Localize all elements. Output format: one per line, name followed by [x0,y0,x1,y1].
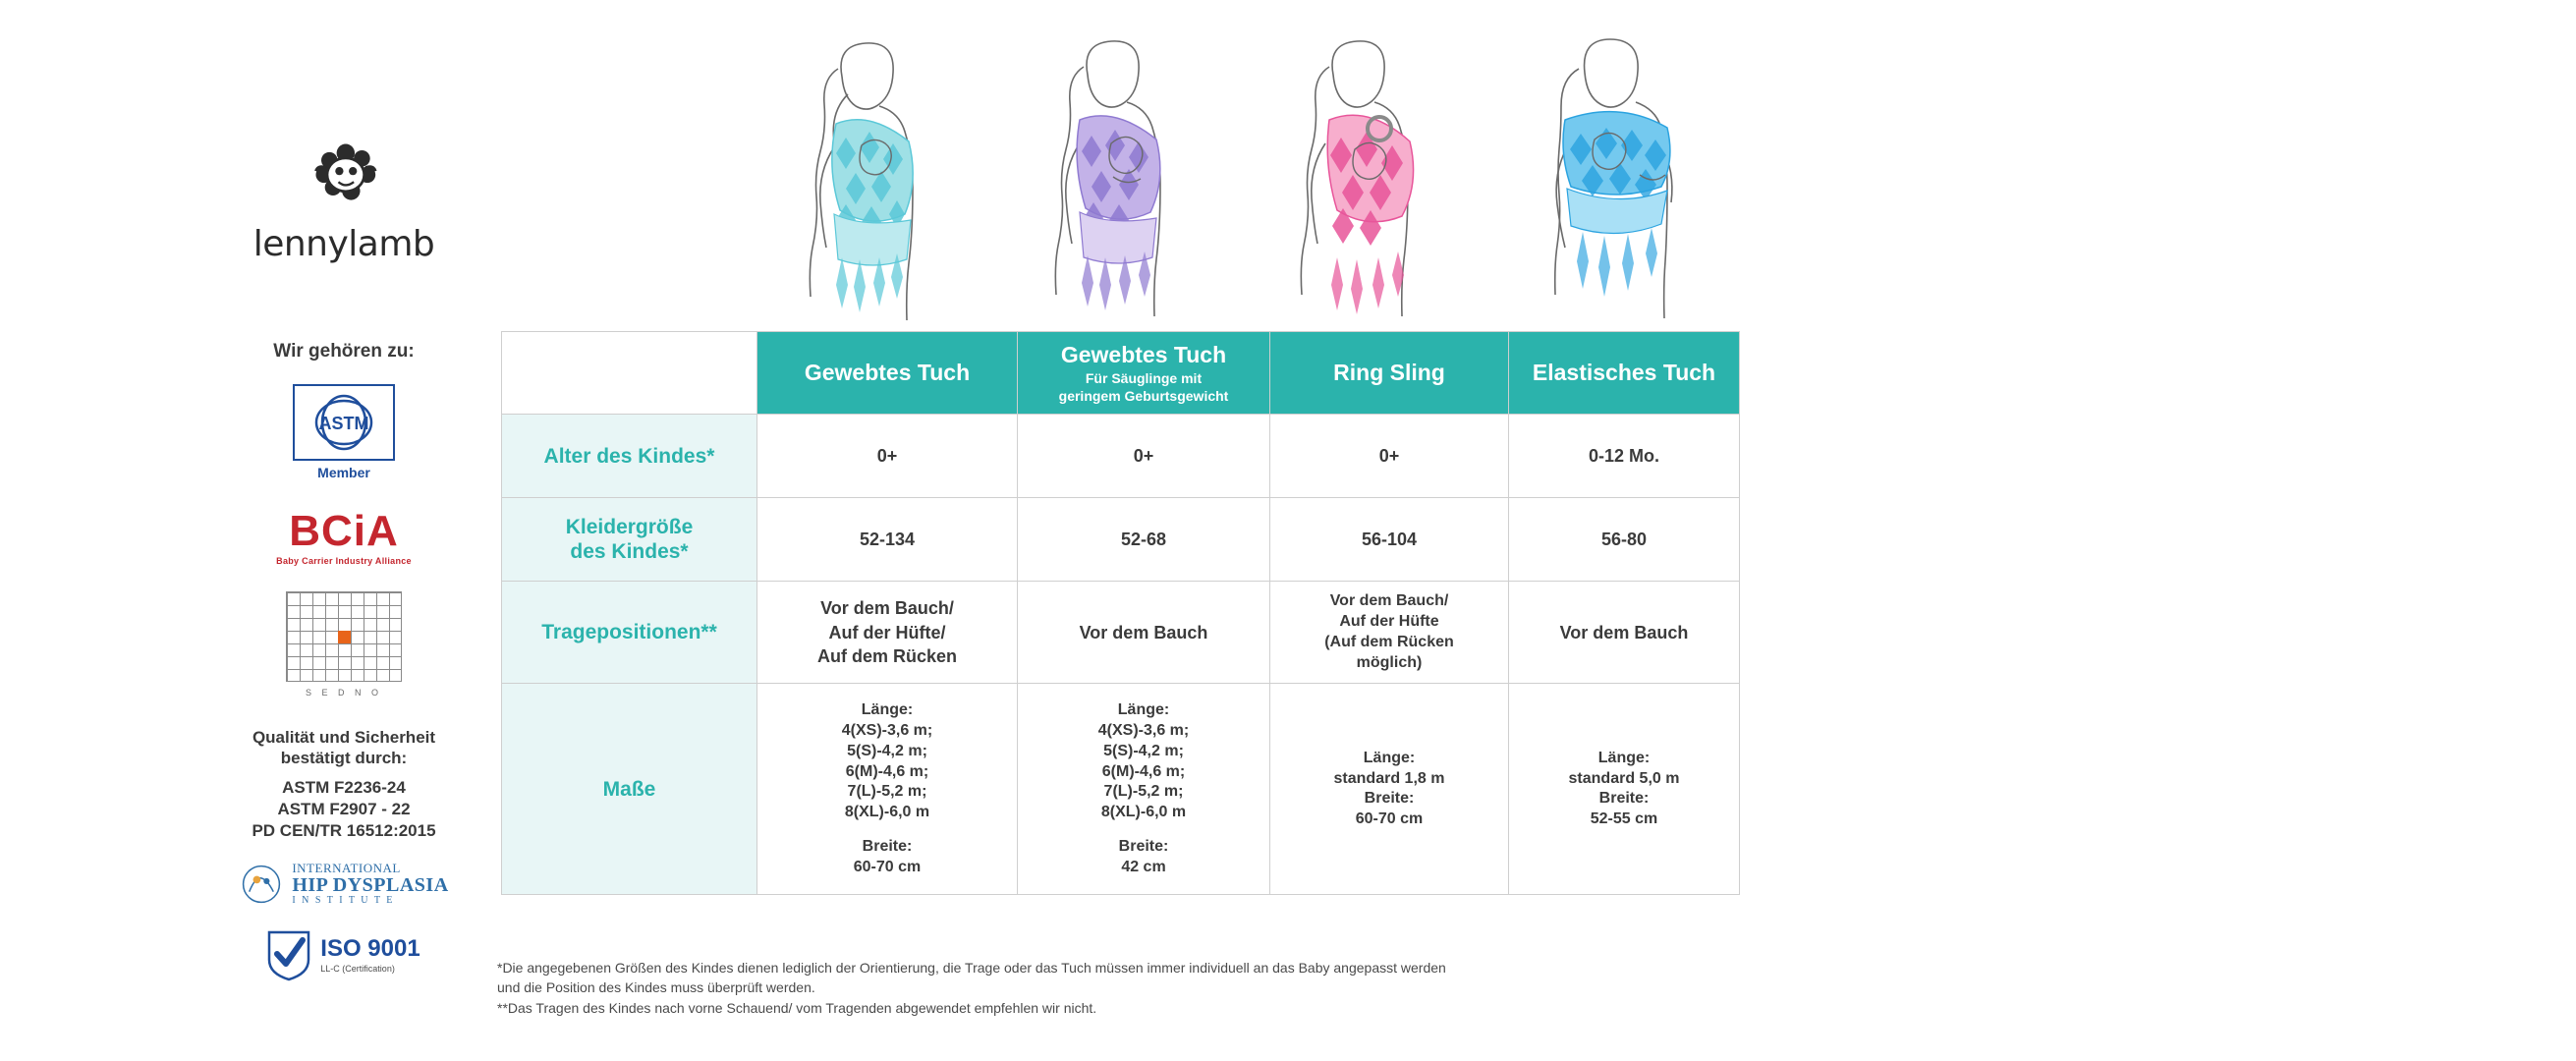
iso-subtitle: LL-C (Certification) [320,964,395,975]
table-row [502,498,1740,582]
brand-name: lennylamb [252,224,435,264]
cell-line: 4(XS)-3,6 m; [841,721,933,739]
table-corner-cell [502,332,757,415]
cell-line: 6(M)-4,6 m; [845,762,929,780]
footnotes [497,958,1774,1018]
cell-line: 6(M)-4,6 m; [1101,762,1186,780]
row-header-line1: Kleidergröße [565,516,694,538]
row-header-line2: des Kindes* [570,540,689,564]
cell-spacer [1026,823,1261,837]
quality-title-line2: bestätigt durch: [280,749,408,768]
column-header-ring-sling [1270,332,1509,415]
iso-title: ISO 9001 [320,935,420,963]
woven-wrap-figure-icon [732,29,985,334]
cert-iso-9001 [182,930,506,981]
iso-text [320,937,420,974]
cell-line: Auf der Hüfte/ [828,622,946,642]
cell-line: Breite: [1118,837,1169,855]
quality-title-line1: Qualität und Sicherheit [252,728,436,747]
iso-checkmark-icon [267,930,310,981]
cell-positions-ring-sling [1270,582,1509,684]
standard-3: PD CEN/TR 16512:2015 [252,820,436,840]
row-header-line1: Maße [602,777,656,801]
standard-1: ASTM F2236-24 [282,777,406,797]
standards-list [182,777,506,842]
column-header-title: Gewebtes Tuch [804,360,971,386]
cell-positions-stretchy [1509,582,1740,684]
row-header-clothing-size [502,498,757,582]
cell-line: standard 5,0 m [1568,769,1680,787]
cert-sedno [285,591,403,698]
cert-hip-dysplasia [182,862,506,907]
standard-2: ASTM F2907 - 22 [277,799,411,818]
cell-positions-woven [757,582,1018,684]
table-row [502,415,1740,498]
cell-dimensions-woven [757,684,1018,895]
woven-wrap-illustration [732,29,985,334]
cell-line: Breite: [1598,790,1650,808]
cell-line: Länge: [1597,749,1651,766]
sedno-label: S E D N O [305,688,382,698]
cell-size-stretchy: 56-80 [1509,498,1740,582]
column-header-subtitle-line1: Für Säuglinge mit [1085,370,1203,386]
table-row [502,582,1740,684]
illustration-row [732,29,1749,334]
cell-line: standard 1,8 m [1333,769,1445,787]
column-header-woven-wrap-lbw [1018,332,1270,415]
footnote-line-3: **Das Tragen des Kindes nach vorne Schauend/ vom Tragenden abgewendet empfehlen wir nicht. [497,999,1097,1016]
cell-line: Vor dem Bauch [1559,622,1689,642]
cell-line: 60-70 cm [1355,810,1424,828]
sedno-dot-icon [338,631,351,643]
cell-line: (Auf dem Rücken [1324,633,1454,650]
hip-institute-icon [239,862,284,907]
hip-line1: INTERNATIONAL [292,861,401,876]
cell-dimensions-woven-lbw [1018,684,1270,895]
cell-line: 7(L)-5,2 m; [847,783,927,801]
cell-line: Länge: [861,701,914,719]
bcia-tagline: Baby Carrier Industry Alliance [276,556,412,566]
row-header-line1: Tragepositionen** [541,621,717,644]
ring-sling-illustration [1239,29,1492,334]
astm-member-label: Member [317,465,370,480]
hip-institute-text [292,862,448,906]
column-header-subtitle-line2: geringem Geburtsgewicht [1058,388,1229,405]
hip-line3: I N S T I T U T E [292,894,395,906]
cert-bcia [260,507,427,566]
cell-line: möglich) [1356,653,1423,671]
stretchy-wrap-figure-icon [1492,29,1746,334]
cell-age-ring-sling: 0+ [1270,415,1509,498]
cell-age-woven: 0+ [757,415,1018,498]
table-row [502,684,1740,895]
cell-line: Vor dem Bauch [1079,622,1208,642]
cell-line: Breite: [1364,790,1415,808]
quality-title [182,727,506,769]
row-header-line1: Alter des Kindes* [543,444,715,468]
cell-size-ring-sling: 56-104 [1270,498,1509,582]
lennylamb-sheep-logo-icon [299,128,389,218]
cell-line: Auf der Hüfte [1339,612,1439,630]
left-info-column [182,128,506,981]
astm-mark-icon [308,391,379,454]
cell-line: Länge: [1363,749,1416,766]
column-header-stretchy-wrap [1509,332,1740,415]
cell-age-woven-lbw: 0+ [1018,415,1270,498]
svg-text:ASTM: ASTM [318,414,369,433]
belong-title: Wir gehören zu: [273,341,415,362]
cell-line: 5(S)-4,2 m; [847,742,927,759]
astm-logo-icon [293,384,395,461]
cell-spacer [765,823,1009,837]
cell-line: Breite: [862,837,913,855]
cell-dimensions-stretchy [1509,684,1740,895]
brand-logo [246,128,442,264]
cell-positions-woven-lbw [1018,582,1270,684]
woven-wrap-lbw-illustration [985,29,1239,334]
cert-astm-member [293,384,395,480]
cell-dimensions-ring-sling [1270,684,1509,895]
column-header-title: Gewebtes Tuch [1060,342,1227,367]
cell-size-woven: 52-134 [757,498,1018,582]
row-header-age [502,415,757,498]
footnote-line-2: und die Position des Kindes muss überprüft werden. [497,979,815,996]
cell-line: 8(XL)-6,0 m [1100,804,1187,821]
woven-wrap-lbw-figure-icon [985,29,1239,334]
cell-line: 8(XL)-6,0 m [844,804,930,821]
cell-line: 4(XS)-3,6 m; [1097,721,1190,739]
cell-line: 7(L)-5,2 m; [1103,783,1184,801]
cell-line: 42 cm [1121,858,1166,875]
cell-line: Länge: [1117,701,1170,719]
column-header-title: Elastisches Tuch [1532,360,1716,386]
hip-line2: HIP DYSPLASIA [292,873,449,896]
row-header-dimensions [502,684,757,895]
cell-line: Auf dem Rücken [816,645,958,666]
sedno-grid-icon [286,591,402,682]
bcia-wordmark: BCiA [289,507,399,555]
cell-age-stretchy: 0-12 Mo. [1509,415,1740,498]
cell-line: Vor dem Bauch/ [820,598,954,619]
specification-table [501,331,1739,895]
cell-line: Vor dem Bauch/ [1329,592,1449,610]
column-header-woven-wrap [757,332,1018,415]
row-header-carry-positions [502,582,757,684]
stretchy-wrap-illustration [1492,29,1746,334]
cell-line: 60-70 cm [853,858,922,875]
column-header-title: Ring Sling [1333,360,1445,386]
footnote-line-1: *Die angegebenen Größen des Kindes dienen lediglich der Orientierung, die Trage oder das Tuch müssen immer individuell an das Baby angepasst werden [497,960,1446,976]
cell-size-woven-lbw: 52-68 [1018,498,1270,582]
cell-line: 5(S)-4,2 m; [1103,742,1184,759]
table-header-row [502,332,1740,415]
ring-sling-figure-icon [1239,29,1492,334]
cell-line: 52-55 cm [1590,810,1658,828]
